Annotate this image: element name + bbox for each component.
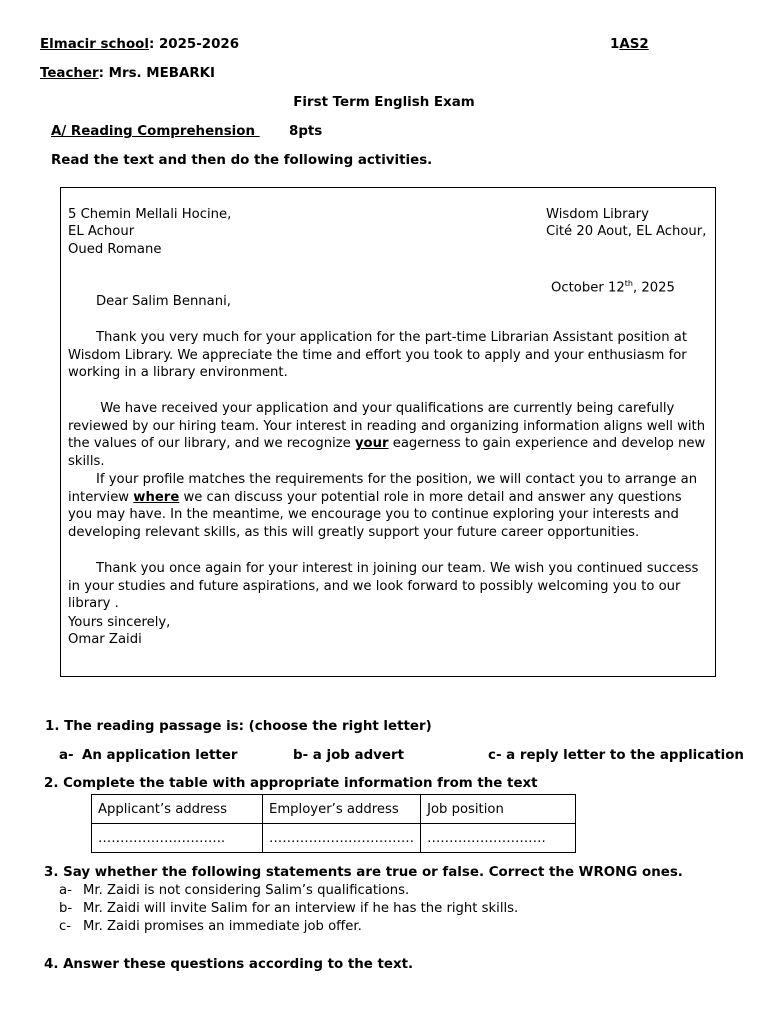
teacher-line <box>40 66 215 81</box>
paragraph-3-start: If your profile matches the requirements for the position, we will contact you to arrange an interview <box>68 472 698 505</box>
table-answer-row <box>92 824 576 853</box>
date-suffix: th <box>624 279 633 288</box>
question-4: 4. Answer these questions according to the text. <box>44 957 414 972</box>
paragraph-4-text: Thank you once again for your interest in joining our team. We wish you continued success in your studies and future aspirations, and we look forward to possibly welcoming you to our library . <box>68 561 699 612</box>
q3-item-b-text: Mr. Zaidi will invite Salim for an interview if he has the right skills. <box>83 901 519 916</box>
school-line <box>40 37 239 52</box>
letter-paragraph-1 <box>68 329 710 382</box>
q3-item-c-label: c- <box>59 919 72 934</box>
letter-closing: Yours sincerely, <box>68 615 171 630</box>
paragraph-1-text: Thank you very much for your application for the part-time Librarian Assistant position at Wisdom Library. We appreciate the time and effort you took to apply and your enthusiasm for working in a library environment. <box>68 330 688 381</box>
letter-paragraph-2 <box>68 400 710 471</box>
teacher-label: Teacher <box>40 66 99 81</box>
q3-item-c-text: Mr. Zaidi promises an immediate job offer. <box>83 919 362 934</box>
q3-item-a-label: a- <box>59 883 72 898</box>
sender-address-line-1: 5 Chemin Mellali Hocine, <box>68 207 232 222</box>
date-year: , 2025 <box>632 280 675 296</box>
q1-option-c: c- a reply letter to the application <box>488 748 744 763</box>
paragraph-2-start: We have received your application and your qualifications are currently being carefully reviewed by our hiring team. Your interest in reading and organizing information aligns well with the values of our library, and we recognize <box>68 401 706 452</box>
q3-item-a-text: Mr. Zaidi is not considering Salim’s qualifications. <box>83 883 410 898</box>
underlined-word-your: your <box>354 436 389 452</box>
q3-item-a <box>59 883 409 898</box>
sender-address-line-3: Oued Romane <box>68 242 162 257</box>
header-job-position: Job position <box>421 795 576 824</box>
sender-address-line-2: EL Achour <box>68 224 135 239</box>
recipient-address-line-1: Wisdom Library <box>546 207 649 222</box>
section-a-points: 8pts <box>289 124 323 139</box>
letter-box <box>60 187 716 677</box>
letter-signature: Omar Zaidi <box>68 632 142 647</box>
school-name: Elmacir school <box>40 37 149 52</box>
section-a-instruction: Read the text and then do the following activities. <box>51 153 433 168</box>
section-a-title: A/ Reading Comprehension <box>51 124 260 139</box>
q1-option-a-label: a- <box>59 748 74 763</box>
class-code: AS2 <box>619 37 649 52</box>
underlined-word-where: where <box>133 489 180 505</box>
header-employer-address: Employer’s address <box>263 795 421 824</box>
info-table <box>91 794 576 853</box>
recipient-address-line-2: Cité 20 Aout, EL Achour, <box>546 224 707 239</box>
q1-option-b: b- a job advert <box>293 748 404 763</box>
school-year: : 2025-2026 <box>148 37 240 52</box>
question-2: 2. Complete the table with appropriate information from the text <box>44 776 538 791</box>
exam-title: First Term English Exam <box>293 95 475 110</box>
class-label <box>610 37 649 52</box>
answer-employer-address[interactable]: …………………………… <box>263 824 421 853</box>
class-prefix: 1 <box>610 37 620 52</box>
letter-paragraph-4 <box>68 560 710 613</box>
q3-item-b <box>59 901 518 916</box>
q3-item-c <box>59 919 362 934</box>
letter-paragraph-3 <box>68 471 710 542</box>
question-3: 3. Say whether the following statements are true or false. Correct the WRONG ones. <box>44 865 683 880</box>
answer-applicant-address[interactable]: ……………………….. <box>92 824 263 853</box>
question-1: 1. The reading passage is: (choose the right letter) <box>45 719 432 734</box>
q1-option-a: An application letter <box>82 748 238 763</box>
paragraph-3-end: we can discuss your potential role in more detail and answer any questions you may have. In the meantime, we encourage you to continue exploring your interests and developing relevant skills, as this will greatly support your future career opportunities. <box>68 489 682 541</box>
header-applicant-address: Applicant’s address <box>92 795 263 824</box>
q3-item-b-label: b- <box>59 901 73 916</box>
answer-job-position[interactable]: ……………………… <box>421 824 576 853</box>
paragraph-2-end: eagerness to gain experience and develop new skills. <box>68 436 706 470</box>
table-header-row <box>92 795 576 824</box>
salutation: Dear Salim Bennani, <box>96 294 231 309</box>
date-month-day: October 12 <box>551 280 625 296</box>
letter-date <box>551 275 675 297</box>
teacher-name: : Mrs. MEBARKI <box>98 66 216 81</box>
